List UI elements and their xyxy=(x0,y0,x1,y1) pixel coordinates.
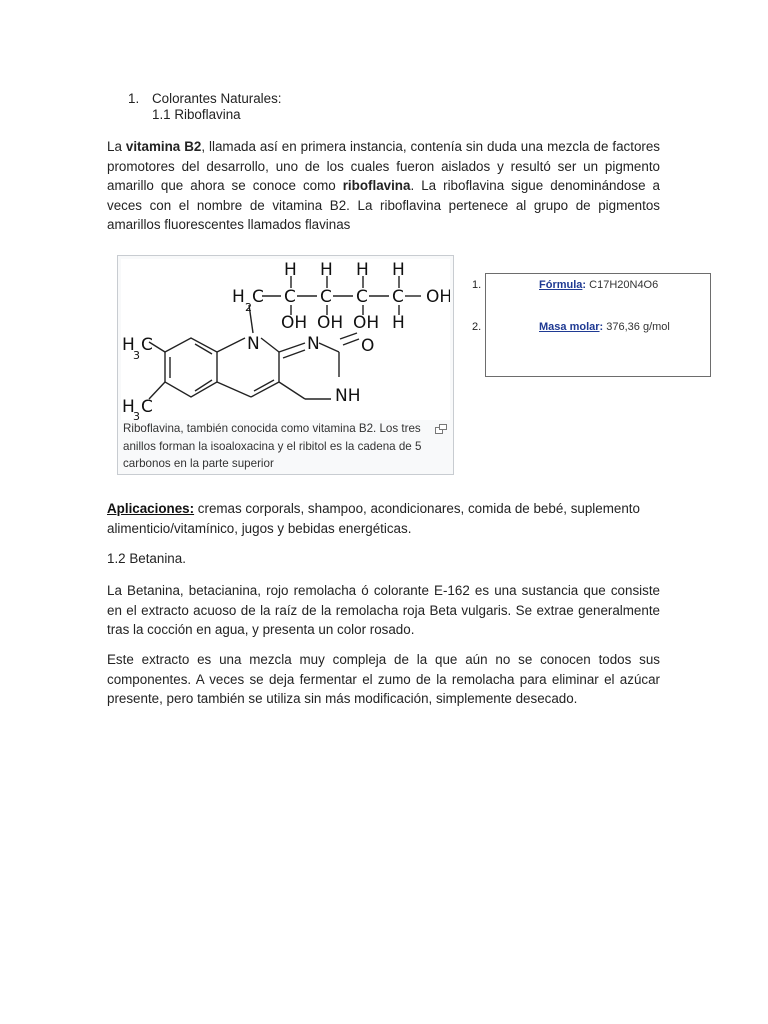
atom-o: O xyxy=(361,336,375,356)
list-heading xyxy=(128,91,282,107)
atom-c-4: C xyxy=(392,287,404,307)
masa-molar-link[interactable]: Masa molar xyxy=(539,321,600,333)
aplicaciones-text: cremas corporals, shampoo, acondicionares, comida de bebé, suplemento alimenticio/vitamínico, jugos y bebidas energéticas. xyxy=(107,501,640,536)
intro-bold-vitamina: vitamina B2 xyxy=(125,139,202,154)
intro-text-2: , llamada así en primera instancia, contenía sin duda una mezcla de factores promotores del desarrollo, uno de los cuales fueron aislados y resultó ser un pigmento amarillo que ahora se conoce como xyxy=(107,139,660,193)
formula-sep: : xyxy=(582,279,587,291)
riboflavin-figure xyxy=(117,255,454,475)
atom-h-1: H xyxy=(284,260,297,280)
info-box xyxy=(485,273,711,377)
atom-h-3: H xyxy=(356,260,369,280)
enlarge-icon[interactable] xyxy=(435,424,447,434)
atom-oh-3: OH xyxy=(353,313,380,333)
figure-caption: Riboflavina, también conocida como vitamina B2. Los tres anillos forman la isoaloxacina y el ribitol es la cadena de 5 carbonos en la parte superior xyxy=(123,422,422,470)
info-number-1: 1. xyxy=(472,279,482,291)
formula-value: C17H20N4O6 xyxy=(589,279,659,291)
structure-image xyxy=(121,259,450,420)
sub-heading: 1.1 Riboflavina xyxy=(152,107,241,122)
intro-bold-riboflavina: riboflavina xyxy=(342,178,411,193)
intro-text-1: La xyxy=(107,139,126,154)
atom-oh-end: OH xyxy=(426,287,450,307)
atom-c-2: C xyxy=(320,287,332,307)
atom-h-2: H xyxy=(320,260,333,280)
masa-molar-value: 376,36 g/mol xyxy=(606,321,670,333)
list-heading-label: Colorantes Naturales: xyxy=(152,91,282,106)
atom-h2c-h: H xyxy=(232,287,245,307)
atom-oh-2: OH xyxy=(317,313,344,333)
betanina-heading: 1.2 Betanina. xyxy=(107,551,186,566)
atom-n-2: N xyxy=(307,334,320,354)
subscript-2: 2 xyxy=(245,301,252,314)
atom-c-1: C xyxy=(284,287,296,307)
riboflavin-structure-diagram xyxy=(121,259,450,420)
methyl-2-c: C xyxy=(141,397,153,417)
info-row-masa xyxy=(539,321,670,333)
atom-h-bottom: H xyxy=(392,313,405,333)
methyl-1-c: C xyxy=(141,335,153,355)
intro-text-3: . La riboflavina sigue denominándose a veces con el nombre de vitamina B2. La riboflavina pertenece al grupo de pigmentos amarillos fluorescentes llamados flavinas xyxy=(107,178,660,232)
masa-sep: : xyxy=(599,321,604,333)
atom-n-1: N xyxy=(247,334,260,354)
aplicaciones-paragraph xyxy=(107,499,663,538)
info-number-2: 2. xyxy=(472,321,482,333)
atom-oh-1: OH xyxy=(281,313,308,333)
info-row-formula xyxy=(539,279,658,291)
atom-nh: NH xyxy=(335,386,361,406)
betanina-paragraph-2: Este extracto es una mezcla muy compleja de la que aún no se conocen todos sus componentes. A veces se deja fermentar el zumo de la remolacha para eliminar el azúcar presente, pero también se utiliza sin más modificación, simplemente desecado. xyxy=(107,652,660,706)
atom-h2c-c: C xyxy=(252,287,264,307)
betanina-paragraph-1: La Betanina, betacianina, rojo remolacha ó colorante E-162 es una sustancia que consiste en el extracto acuoso de la raíz de la remolacha roja Beta vulgaris. Se extrae generalmente tras la cocción en agua, y presenta un color rosado. xyxy=(107,583,660,637)
atom-h-4: H xyxy=(392,260,405,280)
atom-c-3: C xyxy=(356,287,368,307)
intro-paragraph xyxy=(107,137,660,235)
methyl-1-sub: 3 xyxy=(133,349,140,362)
list-number: 1. xyxy=(128,91,140,106)
methyl-1-h: H xyxy=(122,335,135,355)
methyl-2-sub: 3 xyxy=(133,410,140,420)
aplicaciones-label: Aplicaciones: xyxy=(107,501,195,516)
methyl-2-h: H xyxy=(122,397,135,417)
formula-link[interactable]: Fórmula xyxy=(539,279,583,291)
